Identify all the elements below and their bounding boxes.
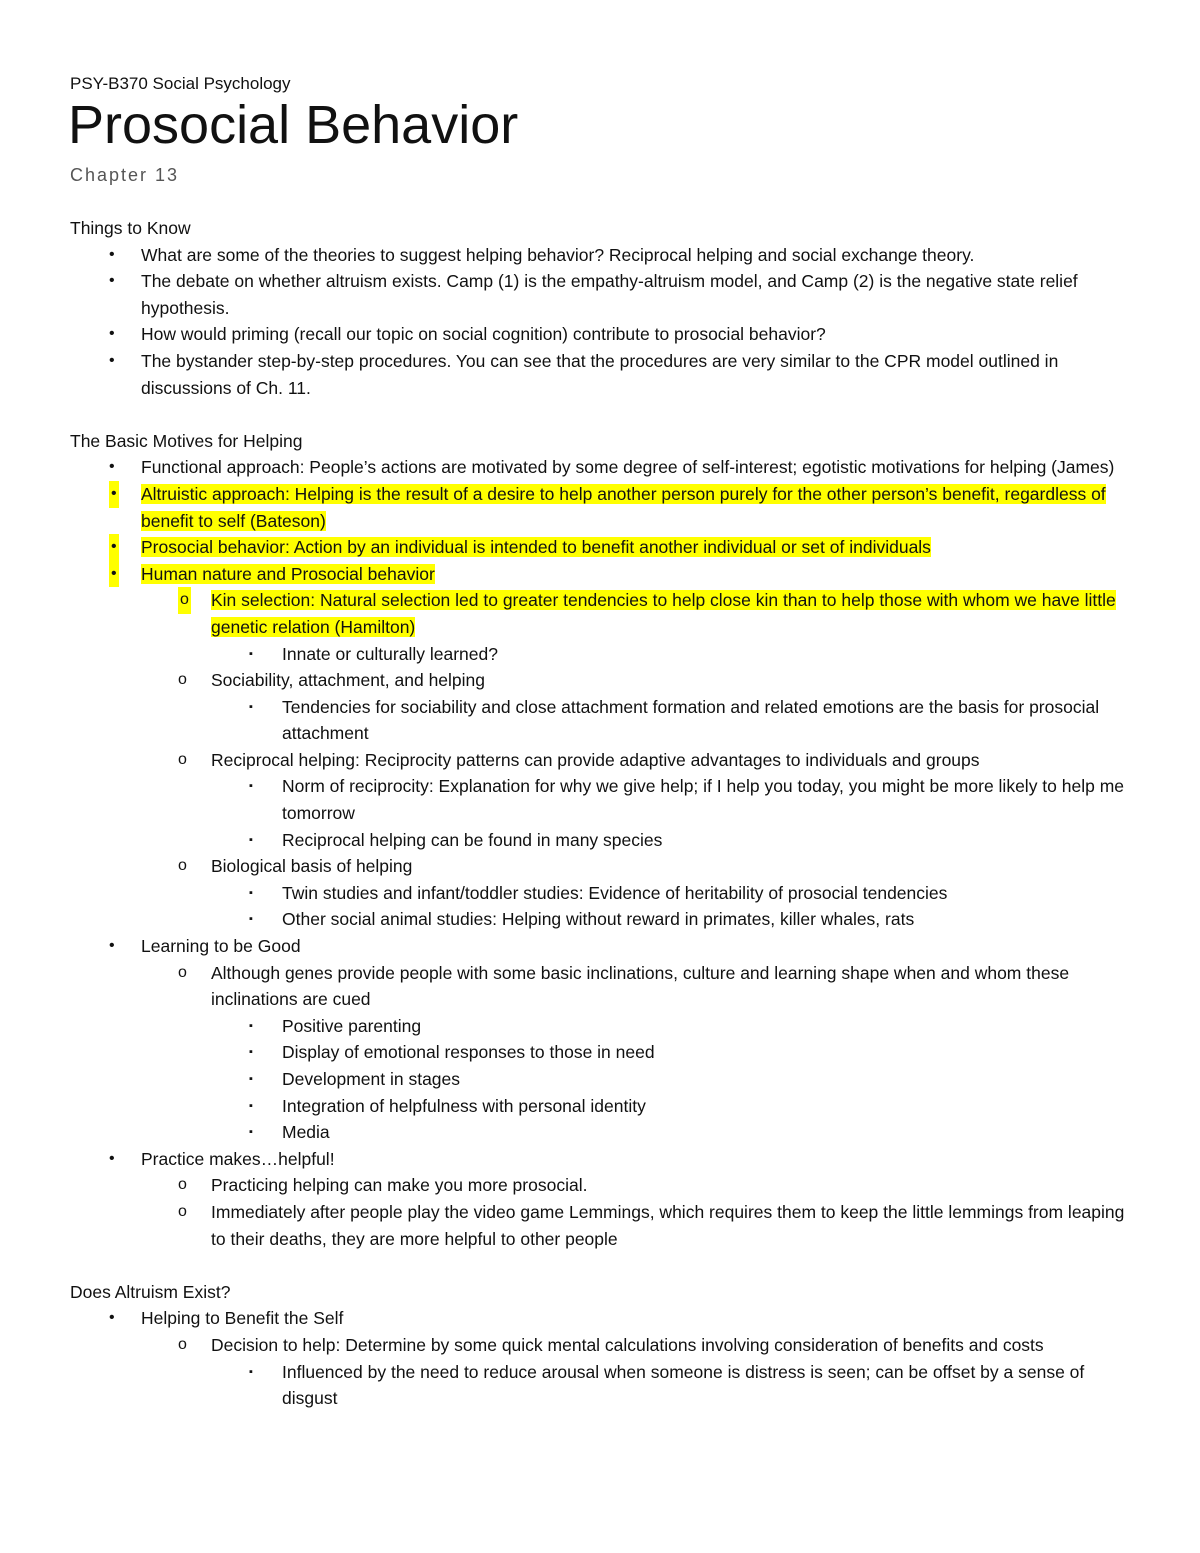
list-item	[70, 1013, 1140, 1040]
section-heading: The Basic Motives for Helping	[70, 430, 303, 451]
list-item	[70, 933, 1140, 960]
bullet-icon: ▪	[249, 1019, 253, 1032]
list-item	[70, 827, 1140, 854]
list-item-text: Practicing helping can make you more prosocial.	[211, 1175, 588, 1196]
section-spacer	[70, 1252, 1140, 1279]
bullet-icon: •	[109, 272, 115, 290]
list-item-text: The debate on whether altruism exists. Camp (1) is the empathy-altruism model, and Camp (2) is the negative state relief hypothesis.	[141, 271, 1078, 318]
list-item	[70, 1066, 1140, 1093]
list-item	[70, 242, 1140, 269]
list-item-text: Although genes provide people with some basic inclinations, culture and learning shape when and whom these inclinations are cued	[211, 962, 1070, 1010]
list-item-text: Helping to Benefit the Self	[141, 1308, 344, 1329]
list-item-text: Immediately after people play the video game Lemmings, which requires them to keep the little lemmings from leaping to their deaths, they are more helpful to other people	[211, 1201, 1125, 1249]
list-item-text: Influenced by the need to reduce arousal when someone is distress is seen; can be offset by a sense of disgust	[282, 1361, 1085, 1409]
bullet-icon: o	[178, 963, 187, 981]
list-item	[70, 906, 1140, 933]
bullet-icon: •	[109, 458, 115, 476]
highlighted-text: Human nature and Prosocial behavior	[141, 563, 435, 584]
list-item	[70, 534, 1140, 561]
list-item-text: Display of emotional responses to those in need	[282, 1042, 655, 1063]
list-item	[70, 1146, 1140, 1173]
bullet-icon: o	[178, 750, 187, 768]
highlighted-text: Altruistic approach: Helping is the result of a desire to help another person purely for the other person’s benefit, regardless of benefit to self (Bateson)	[141, 483, 1106, 531]
list-item-text: Reciprocal helping: Reciprocity patterns can provide adaptive advantages to individuals and groups	[211, 749, 980, 770]
list-item-text: What are some of the theories to suggest helping behavior? Reciprocal helping and social exchange theory.	[141, 244, 975, 265]
list-item	[70, 1199, 1140, 1252]
bullet-icon: ▪	[249, 700, 253, 713]
bullet-icon: ▪	[249, 1099, 253, 1112]
bullet-icon: ▪	[249, 886, 253, 899]
list-item	[70, 641, 1140, 668]
list-item	[70, 1119, 1140, 1146]
bullet-icon: o	[178, 1202, 187, 1220]
list-item	[70, 960, 1140, 1013]
highlighted-text: Prosocial behavior: Action by an individual is intended to benefit another individual or set of individuals	[141, 537, 931, 558]
list-item	[70, 321, 1140, 348]
list-item	[70, 587, 1140, 640]
page-title: Prosocial Behavior	[68, 95, 519, 155]
list-item	[70, 1039, 1140, 1066]
list-item	[70, 1359, 1140, 1412]
course-name: PSY-B370 Social Psychology	[70, 74, 291, 93]
bullet-icon: •	[109, 351, 115, 369]
list-item-text: Twin studies and infant/toddler studies: Evidence of heritability of prosocial tendencies	[282, 882, 948, 903]
bullet-icon: o	[178, 1335, 187, 1353]
list-item	[70, 348, 1140, 401]
bullet-icon: •	[109, 325, 115, 343]
list-item	[70, 1172, 1140, 1199]
bullet-icon: ▪	[249, 1126, 253, 1139]
list-item-text: Norm of reciprocity: Explanation for why we give help; if I help you today, you might be more likely to help me tomorrow	[282, 776, 1125, 824]
bullet-icon: •	[109, 1309, 115, 1327]
bullet-icon: •	[109, 245, 115, 263]
list-item	[70, 454, 1140, 481]
section-heading: Things to Know	[70, 218, 191, 238]
bullet-icon: •	[109, 937, 115, 955]
bullet-icon: ▪	[249, 913, 253, 926]
list-item-text: Media	[282, 1122, 330, 1143]
bullet-icon: •	[109, 481, 119, 508]
bullet-icon: o	[178, 587, 191, 614]
bullet-list	[70, 454, 1140, 1252]
list-item	[70, 268, 1140, 321]
bullet-icon: ▪	[249, 833, 253, 846]
list-item-text: Innate or culturally learned?	[282, 643, 498, 664]
list-item-text: Positive parenting	[282, 1015, 422, 1036]
list-item-text: Learning to be Good	[141, 936, 301, 957]
list-item	[70, 561, 1140, 588]
list-item-text: Biological basis of helping	[211, 856, 413, 877]
list-item-text: Functional approach: People’s actions are motivated by some degree of self-interest; egotistic motivations for helping (James)	[141, 457, 1115, 478]
section-heading: Does Altruism Exist?	[70, 1281, 231, 1302]
bullet-icon: •	[109, 534, 119, 561]
bullet-list	[70, 1305, 1140, 1411]
list-item-text: Other social animal studies: Helping without reward in primates, killer whales, rats	[282, 909, 915, 930]
list-item	[70, 694, 1140, 747]
bullet-icon: o	[178, 1176, 187, 1194]
list-item-text: Integration of helpfulness with personal identity	[282, 1095, 646, 1116]
list-item-text: Decision to help: Determine by some quick mental calculations involving consideration of benefits and costs	[211, 1334, 1044, 1355]
section-spacer	[70, 401, 1140, 428]
list-item-text: The bystander step-by-step procedures. You can see that the procedures are very similar to the CPR model outlined in discussions of Ch. 11.	[141, 350, 1059, 398]
list-item-text: Development in stages	[282, 1069, 461, 1089]
list-item	[70, 667, 1140, 694]
list-item	[70, 747, 1140, 774]
list-item	[70, 853, 1140, 880]
bullet-icon: ▪	[249, 647, 253, 660]
list-item	[70, 880, 1140, 907]
list-item	[70, 481, 1140, 534]
bullet-icon: ▪	[249, 1073, 253, 1085]
list-item	[70, 1093, 1140, 1120]
chapter-label: Chapter 13	[70, 165, 180, 185]
list-item-text: Practice makes…helpful!	[141, 1148, 335, 1169]
bullet-icon: o	[178, 671, 187, 689]
bullet-icon: •	[109, 1149, 115, 1167]
bullet-icon: •	[109, 561, 119, 588]
bullet-icon: ▪	[249, 1365, 253, 1378]
bullet-icon: o	[178, 857, 187, 875]
list-item	[70, 773, 1140, 826]
list-item	[70, 1305, 1140, 1332]
bullet-icon: ▪	[249, 1046, 253, 1059]
bullet-icon: ▪	[249, 780, 253, 793]
list-item-text: Tendencies for sociability and close attachment formation and related emotions are the basis for prosocial attachment	[282, 696, 1100, 744]
list-item-text: Sociability, attachment, and helping	[211, 670, 486, 691]
document-body	[70, 215, 1140, 1412]
highlighted-text: Kin selection: Natural selection led to greater tendencies to help close kin than to help those with whom we have little genetic relation (Hamilton)	[211, 590, 1116, 637]
list-item	[70, 1332, 1140, 1359]
list-item-text: Reciprocal helping can be found in many species	[282, 829, 663, 850]
bullet-list	[70, 242, 1140, 402]
list-item-text: How would priming (recall our topic on social cognition) contribute to prosocial behavior?	[141, 324, 826, 345]
